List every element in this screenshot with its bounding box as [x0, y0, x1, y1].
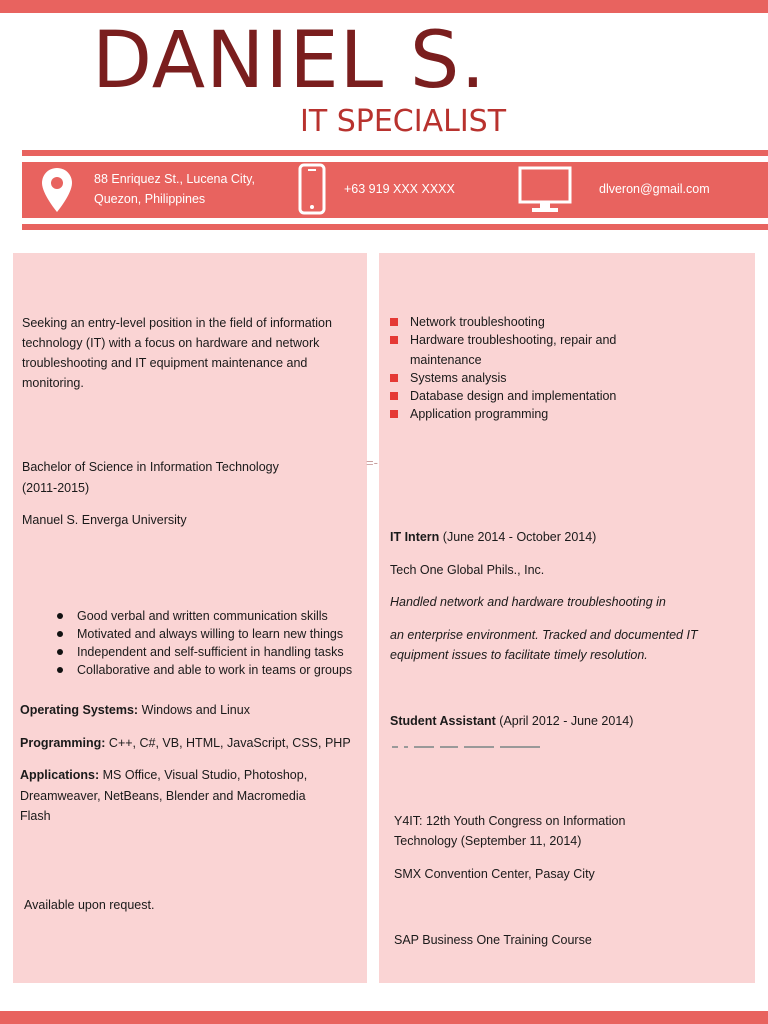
phone-icon — [298, 163, 326, 215]
soft-skills-list — [55, 607, 352, 679]
seminar2-title: SAP Business One Training Course — [394, 933, 592, 947]
tech-prog-value: C++, C#, VB, HTML, JavaScript, CSS, PHP — [105, 736, 351, 750]
tech-apps-line: Dreamweaver, NetBeans, Blender and Macromedia — [20, 789, 306, 803]
tech-apps-label: Applications: — [20, 768, 100, 782]
contact-band — [22, 150, 768, 232]
job1-description: an enterprise environment. Tracked and documented IT — [390, 628, 698, 642]
address-line-2: Quezon, Philippines — [94, 192, 206, 206]
tech-programming — [20, 733, 351, 753]
list-item: Systems analysis — [388, 369, 616, 387]
job1-heading — [390, 527, 596, 547]
contact-band-fill — [22, 162, 768, 218]
skills-list — [388, 313, 616, 423]
divider-mark: =- — [366, 455, 378, 470]
address-line-1: 88 Enriquez St., Lucena City, — [94, 172, 255, 186]
seminar1-venue: SMX Convention Center, Pasay City — [394, 867, 595, 881]
seminar1-title-cont: Technology (September 11, 2014) — [394, 834, 582, 848]
list-item: Application programming — [388, 405, 616, 423]
references-text: Available upon request. — [24, 898, 155, 912]
tech-os — [20, 700, 250, 720]
job1-title: IT Intern — [390, 530, 440, 544]
objective-line: monitoring. — [22, 376, 84, 390]
job-title: IT SPECIALIST — [300, 104, 507, 139]
phone-number: +63 919 XXX XXXX — [344, 182, 455, 196]
list-item: Collaborative and able to work in teams or groups — [55, 661, 352, 679]
list-item: Motivated and always willing to learn new things — [55, 625, 352, 643]
top-accent-bar — [0, 0, 768, 13]
job2-title: Student Assistant — [390, 714, 496, 728]
monitor-icon — [518, 166, 572, 214]
bottom-accent-bar — [0, 1011, 768, 1024]
email-address: dlveron@gmail.com — [599, 182, 710, 196]
job1-description: equipment issues to facilitate timely resolution. — [390, 648, 648, 662]
list-item-continuation: maintenance — [410, 353, 482, 367]
list-item: Hardware troubleshooting, repair and — [388, 331, 616, 349]
candidate-name: DANIEL S. — [92, 16, 487, 106]
job1-description: Handled network and hardware troubleshooting in — [390, 595, 666, 609]
education-school: Manuel S. Enverga University — [22, 513, 187, 527]
list-item: Database design and implementation — [388, 387, 616, 405]
objective-line: technology (IT) with a focus on hardware and network — [22, 336, 320, 350]
objective-line: troubleshooting and IT equipment maintenance and — [22, 356, 308, 370]
list-item: Independent and self-sufficient in handling tasks — [55, 643, 352, 661]
education-degree: Bachelor of Science in Information Technology — [22, 460, 279, 474]
tech-prog-label: Programming: — [20, 736, 106, 750]
education-years: (2011-2015) — [22, 481, 90, 495]
list-item: Good verbal and written communication skills — [55, 607, 352, 625]
job1-company: Tech One Global Phils., Inc. — [390, 563, 545, 577]
contact-divider-bottom — [22, 224, 768, 230]
objective-line: Seeking an entry-level position in the field of information — [22, 316, 332, 330]
job2-heading — [390, 711, 633, 731]
tech-os-label: Operating Systems: — [20, 703, 139, 717]
job2-dates: (April 2012 - June 2014) — [495, 714, 634, 728]
tech-applications — [20, 765, 307, 785]
location-pin-icon — [40, 166, 74, 214]
tech-apps-value: MS Office, Visual Studio, Photoshop, — [99, 768, 308, 782]
clipped-text-remnant — [392, 746, 592, 752]
seminar1-title: Y4IT: 12th Youth Congress on Information — [394, 814, 626, 828]
job1-dates: (June 2014 - October 2014) — [439, 530, 597, 544]
contact-divider-top — [22, 150, 768, 156]
tech-os-value: Windows and Linux — [138, 703, 250, 717]
list-item: Network troubleshooting — [388, 313, 616, 331]
tech-apps-line: Flash — [20, 809, 51, 823]
